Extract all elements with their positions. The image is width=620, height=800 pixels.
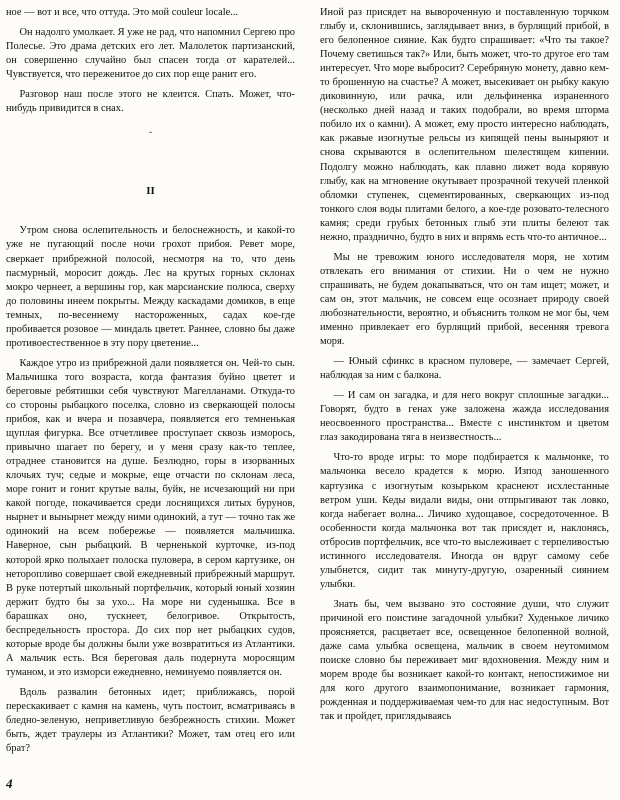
- page-number: 4: [6, 776, 13, 791]
- paragraph: Иной раз присядет на вывороченную и поставленную торчком глыбу и, склонившись, заглядывает вниз, в бурлящий прибой, в его белопенное сияние. Как будто спрашивает: «Что ты такое? Почему светишься так?» Или, быть может, что-то другое его там интересует. Что море выбросит? Серебряную монету, давно кем-то брошенную на счастье? А может, высекивает он рыбку какую диковинную, или рачка, или дельфиненка израненного (несколько дней назад и таких подобрали, во время шторма побило их о камни). А может, ему просто интересно наблюдать, как ржавые изогнутые рельсы из кипящей пены выныряют и снова скрываются в ослепительном шелестящем кипении. Подолгу можно наблюдать, как плавно лижет вода корявую глыбу, как на мгновение окутывает прозрачной текучей пленкой обломки ступенек, сцементированных, сверкающих из-под тонкого слоя воды плитами белого, а кое-где розовато-телесного камня; среди грубых бетонных глыб эти плиты белеют так нежно, празднично, будто в них и впрямь есть что-то античное...: [320, 7, 609, 243]
- left-column: [6, 6, 295, 756]
- paragraph: Утром снова ослепительность и белоснежность, и какой-то уже не пугающий после ночи грохот прибоя. Ревет море, сверкает прибрежной полосой, несмотря на то, что день пасмурный, моросит дождь. Лес на крутых горных склонах мокро чернеет, а вершины гор, как марсианские полюса, сверху до половины инеем покрыты. Между каскадами домиков, в еще темных, по-весеннему настороженных, садах кое-где пробивается розовое — миндаль цветет. Раннее, словно бы даже противоестественное в эту пору цветение...: [6, 225, 295, 349]
- paragraph: Каждое утро из прибрежной дали появляется он. Чей-то сын. Мальчишка того возраста, когда фантазия буйно цветет и береговые ребятишки себя чувствуют Магелланами. Откуда-то со стороны рыбацкого поселка, словно из сверкающей полосы прибоя, как и вчера и позавчера, появляется его темненькая щуплая фигурка. Все отчетливее проступает сквозь изморось, привычно шагает по берегу, и у меня сразу как-то теплее, отраднее становится на душе. Безлюдно, горы в изорванных клочьях туч; седые и мокрые, еще отчасти по склонам леса, море гонит и гонит крутые валы, буйк, не исчезающий ни при какой погоде, покачивается среди лоснящихся литых бурунов, нырнет и вынырнет между ними одинокий, а тут — точно так же одинокий на всем побережье — появляется мальчишка. Наверное, сын рыбацкий. В черненькой курточке, из-под которой ярко полыхает полоска пуловера, в сером картузике, он неторопливо совершает свой ежедневный прибрежный маршрут. В руке потертый школьный портфельчик, который юный хозяин держит будто бы за ухо... На море ни суденышка. Все в барашках оно, тускнеет, белогривое. Открытость, беспредельность простора. До сих пор нет рыбацких судов, которые вроде бы должны были уже возвратиться из Атлантики. А мальчик есть. Вся береговая даль подернута моросящим туманом, и это изморси ежедневно, неминуемо появляется он.: [6, 357, 295, 678]
- paragraph: Знать бы, чем вызвано это состояние души, что служит причиной его поистине загадочной улыбки? Худенькое личико проясняется, расцветает все, освещенное белопенной волной, даже сама улыбка освещена, мальчик в своем неутомимом поиске словно бы переживает миг вдохновения. Между ним и морем вроде бы возникает какой-то контакт, непостижимое ни для кого другого взаимопонимание, возникает гармония, рожденная и поддерживаемая чем-то для нас недоступным. Вот так и пройдет, приглядываясь: [320, 598, 609, 723]
- paragraph: Он надолго умолкает. Я уже не рад, что напомнил Сергею про Полесье. Это драма детских его лет. Малолеток партизанский, он совершенно случайно был спасен тогда от карателей... Чувствуется, что переженитое до сих пор еще ранит его.: [6, 27, 295, 81]
- paragraph: Что-то вроде игры: то море подбирается к мальчонке, то мальчонка весело крадется к морю. Изпод заношенного картузика с изогнутым козырьком краснеют исхлестанные ветром уши. Кеды видали виды, они отпрыгивают так ловко, когда набегает волна... Личико худощавое, сосредоточенное. В особенности когда мальчонка вот так присядет и, наклонясь, отбросив портфельчик, все что-то выслеживает с терпеливостью истинного исследователя. Иногда он вдруг самому себе улыбнется, сидит так минуту-другую, озаренный сиянием улыбки.: [320, 452, 609, 590]
- right-column: [320, 6, 609, 724]
- paragraph: Разговор наш после этого не клеится. Спать. Может, что-нибудь привидится в снах.: [6, 89, 295, 115]
- paragraph: Мы не тревожим юного исследователя моря, не хотим отвлекать его внимания от стихии. Ни о чем не нужно спрашивать, не будем докапываться, что он там ищет; может, и сам он, этот мальчик, не совсем еще осознает природу своей любознательности, вероятно, и объяснить толком не мог бы, чем именно привлекает его бурлящий прибой, весенняя тревога моря.: [320, 251, 609, 348]
- paragraph: — И сам он загадка, и для него вокруг сплошные загадки... Говорят, будто в генах уже заложена жажда исследования неосвоенного пространства... Вместе с инстинктом и цветом глаз закодирована тяга в неизвестность...: [320, 390, 609, 444]
- paragraph: — Юный сфинкс в красном пуловере, — замечает Сергей, наблюдая за ним с балкона.: [320, 356, 609, 382]
- paragraph: Вдоль развалин бетонных идет; приближаясь, порой перескакивает с камня на камень, чуть постоит, всматриваясь в бледно-зеленую, неприветливую безбрежность стихии. Может быть, ждет траулеры из Атлантики? Может, там отец его или брат?: [6, 686, 295, 755]
- ornament: ˘: [148, 131, 153, 143]
- section-number: II: [146, 185, 155, 198]
- paragraph: ное — вот и все, что оттуда. Это мой couleur locale...: [6, 7, 239, 18]
